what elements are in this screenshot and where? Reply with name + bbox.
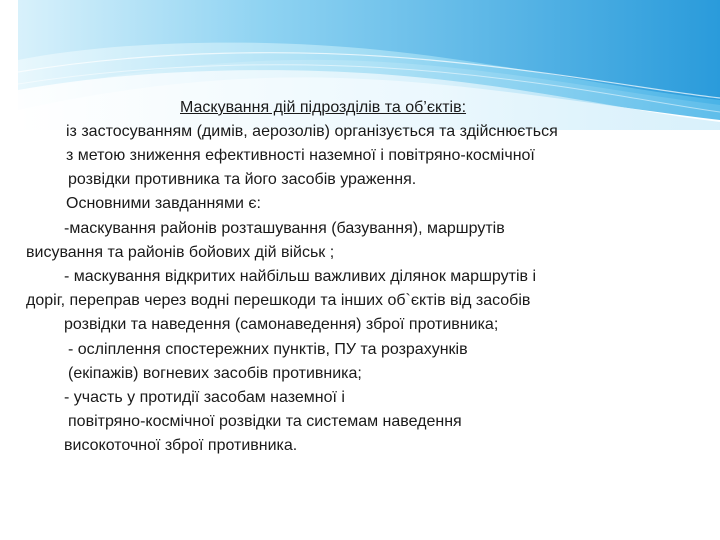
body-line: (екіпажів) вогневих засобів противника; xyxy=(68,365,362,382)
body-line: розвідки противника та його засобів ураження. xyxy=(68,171,417,188)
slide-title: Маскування дій підрозділів та об’єктів: xyxy=(180,99,467,116)
body-line: розвідки та наведення (самонаведення) зброї противника; xyxy=(64,316,499,333)
body-line: з метою зниження ефективності наземної і повітряно-космічної xyxy=(66,147,535,164)
body-line: -маскування районів розташування (базування), маршрутів xyxy=(64,220,505,237)
body-line: - маскування відкритих найбільш важливих ділянок маршрутів і xyxy=(64,268,537,285)
body-line: висування та районів бойових дій військ ; xyxy=(26,244,335,261)
body-line: - осліплення спостережних пунктів, ПУ та розрахунків xyxy=(68,341,468,358)
body-line: високоточної зброї противника. xyxy=(64,437,298,454)
body-line: повітряно-космічної розвідки та системам наведення xyxy=(68,413,462,430)
body-line: - участь у протидії засобам наземної і xyxy=(64,389,345,406)
body-line: Основними завданнями є: xyxy=(66,195,261,212)
body-line: доріг, переправ через водні перешкоди та інших об`єктів від засобів xyxy=(26,292,531,309)
body-line: із застосуванням (димів, аерозолів) організується та здійснюється xyxy=(66,123,558,140)
